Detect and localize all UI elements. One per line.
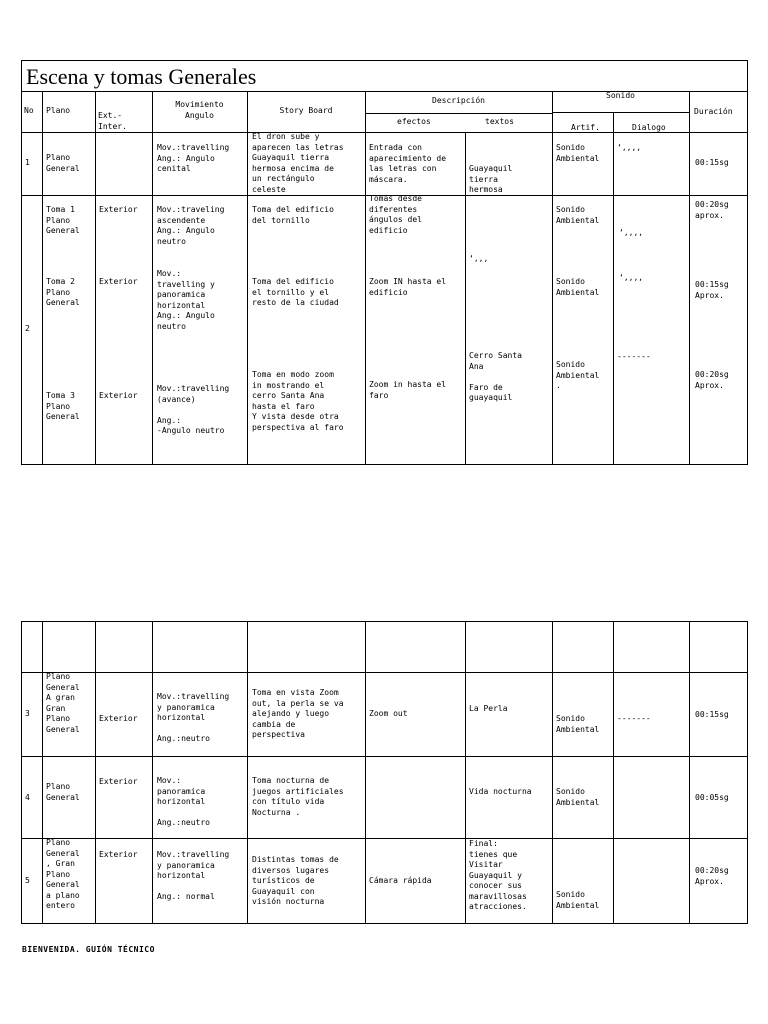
artif-cell: Sonido Ambiental [556,714,600,734]
row-number: 4 [25,793,30,802]
header-no: No [24,106,34,115]
artif-cell: Sonido Ambiental [556,143,600,163]
table-1-border [21,60,748,465]
footer-caption: BIENVENIDA. GUIÓN TÉCNICO [22,945,155,954]
artif-cell: Sonido Ambiental . [556,360,600,390]
ext-cell: Exterior [99,714,138,723]
header-descripcion: Descripción [432,96,485,105]
artif-cell: Sonido Ambiental [556,890,600,910]
row-number: 5 [25,876,30,885]
duracion-cell: 00:05sg [695,793,729,802]
header-textos: textos [485,117,514,126]
textos-cell: La Perla [469,704,508,713]
row-number: 3 [25,709,30,718]
plano-cell: Plano General [46,782,80,802]
page-title: Escena y tomas Generales [26,64,257,89]
storyboard-cell: Distintas tomas de diversos lugares turísticos de Guayaquil con visión nocturna [252,855,339,906]
textos-cell: Guayaquil tierra hermosa [469,164,513,194]
movimiento-cell: Mov.:traveling ascendente Ang.: Angulo neutro [157,205,225,246]
textos-cell: Final: tienes que Visitar Guayaquil y conocer sus maravillosas atracciones. [469,839,527,911]
plano-cell: Toma 1 Plano General [46,205,80,235]
textos-cell: Vida nocturna [469,787,532,796]
movimiento-cell: Mov.:travelling Ang.: Angulo cenital [157,143,230,173]
header-sonido: Sonido [606,91,635,100]
efectos-cell: Tomas desde diferentes ángulos del edificio [369,194,422,235]
movimiento-cell: Mov.: travelling y panoramica horizontal Ang.: Angulo neutro [157,269,215,331]
header-plano: Plano [46,106,71,115]
header-efectos: efectos [397,117,431,126]
storyboard-cell: El dron sube y aparecen las letras Guayaquil tierra hermosa encima de un rectángulo celeste [252,132,344,194]
textos-cell: Cerro Santa Ana Faro de guayaquil [469,351,522,402]
movimiento-cell: Mov.: panoramica horizontal Ang.:neutro [157,776,210,827]
header-storyboard: Story Board [279,106,333,115]
storyboard-cell: Toma en modo zoom in mostrando el cerro Santa Ana hasta el faro Y vista desde otra perspectiva al faro [252,370,344,432]
dialogo-cell: ‘,,,, [617,143,642,152]
header-ext-inter: Ext.- Inter. [98,111,127,131]
storyboard-cell: Toma en vista Zoom out, la perla se va alejando y luego cambia de perspectiva [252,688,344,739]
header-dialogo: Dialogo [632,123,666,132]
duracion-cell: 00:15sg Aprox. [695,280,729,300]
ext-cell: Exterior [99,391,138,400]
plano-cell: Toma 2 Plano General [46,277,80,307]
efectos-cell: Zoom IN hasta el edificio [369,277,447,297]
movimiento-cell: Mov.:travelling y panoramica horizontal Ang.:neutro [157,692,230,743]
efectos-cell: Zoom out [369,709,408,718]
ext-cell: Exterior [99,277,138,286]
efectos-cell: Zoom in hasta el faro [369,380,447,400]
header-artif: Artif. [571,123,600,132]
storyboard-cell: Toma nocturna de juegos artificiales con título vida Nocturna . [252,776,344,817]
dialogo-cell: ‘,,,, [619,228,644,237]
header-duracion: Duración [694,107,733,116]
efectos-cell: Entrada con aparecimiento de las letras con máscara. [369,143,447,184]
artif-cell: Sonido Ambiental [556,277,600,297]
textos-cell: ‘,,, [469,254,489,263]
artif-cell: Sonido Ambiental [556,787,600,807]
dialogo-cell: ‘,,,, [619,273,644,282]
storyboard-cell: Toma del edificio el tornillo y el resto de la ciudad [252,277,339,307]
duracion-cell: 00:20sg aprox. [695,200,729,220]
duracion-cell: 00:20sg Aprox. [695,866,729,886]
storyboard-cell: Toma del edificio del tornillo [252,205,334,225]
dialogo-cell: ------- [617,714,651,723]
duracion-cell: 00:15sg [695,710,729,719]
plano-cell: Toma 3 Plano General [46,391,80,421]
dialogo-cell: ------- [617,352,651,361]
efectos-cell: Cámara rápida [369,876,432,885]
movimiento-cell: Mov.:travelling (avance) Ang.: -Angulo neutro [157,384,230,435]
ext-cell: Exterior [99,205,138,214]
ext-cell: Exterior [99,850,138,859]
ext-cell: Exterior [99,777,138,786]
duracion-cell: 00:20sg Aprox. [695,370,729,390]
plano-cell: Plano General , Gran Plano General a plano entero [46,838,80,910]
row-number: 2 [25,324,30,333]
header-movimiento: Movimiento Angulo [175,100,224,120]
plano-cell: Plano General A gran Gran Plano General [46,672,80,734]
duracion-cell: 00:15sg [695,158,729,167]
artif-cell: Sonido Ambiental [556,205,600,225]
row-number: 1 [25,158,30,167]
movimiento-cell: Mov.:travelling y panoramica horizontal Ang.: normal [157,850,230,901]
plano-cell: Plano General [46,153,80,173]
